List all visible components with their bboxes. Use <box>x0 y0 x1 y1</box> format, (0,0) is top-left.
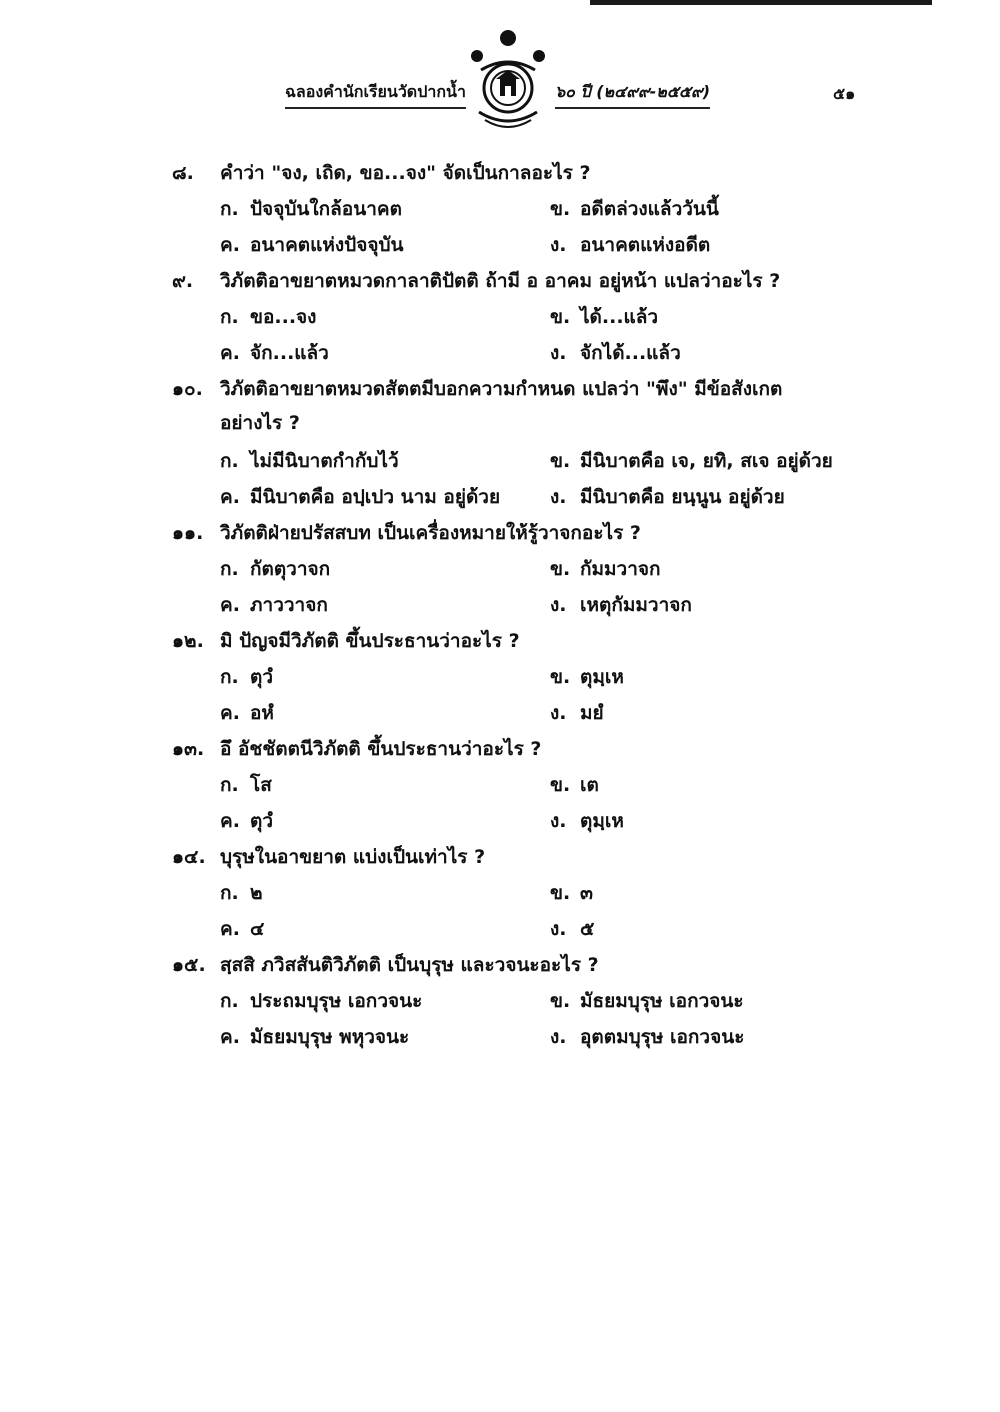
question-number: ๑๑. <box>172 522 204 544</box>
option-b: ข. มัธยมบุรุษ เอกวจนะ <box>550 990 744 1012</box>
option-b: ข. กัมมวาจก <box>550 558 661 580</box>
question-number: ๑๕. <box>172 954 206 976</box>
question-text: วิภัตติฝ่ายปรัสสบท เป็นเครื่องหมายให้รู้วาจกอะไร ? <box>220 522 641 544</box>
option-c: ค. อนาคตแห่งปัจจุบัน <box>220 234 404 256</box>
question-number: ๑๔. <box>172 846 206 868</box>
question-15 <box>172 950 599 980</box>
page-number: ๕๑ <box>833 84 856 103</box>
question-number: ๑๒. <box>172 630 204 652</box>
option-b: ข. เต <box>550 774 599 796</box>
question-11 <box>172 518 641 548</box>
header-left-title: ฉลองคำนักเรียนวัดปากน้ำ <box>285 80 466 109</box>
option-d: ง. เหตุกัมมวาจก <box>550 594 692 616</box>
question-number: ๑๓. <box>172 738 205 760</box>
question-12 <box>172 626 520 656</box>
option-c: ค. จัก...แล้ว <box>220 342 329 364</box>
question-10 <box>172 374 782 404</box>
question-continuation: อย่างไร ? <box>220 412 300 434</box>
option-d: ง. ๕ <box>550 918 595 940</box>
question-text: คำว่า "จง, เถิด, ขอ...จง" จัดเป็นกาลอะไร ? <box>220 162 591 184</box>
option-b: ข. อดีตล่วงแล้ววันนี้ <box>550 198 719 220</box>
option-c: ค. ตุวํ <box>220 810 274 832</box>
option-c: ค. ๔ <box>220 918 265 940</box>
page-header <box>285 30 860 130</box>
option-a: ก. ไม่มีนิบาตกำกับไว้ <box>220 450 399 472</box>
option-b: ข. ตุมฺเห <box>550 666 624 688</box>
question-text: บุรุษในอาขยาต แบ่งเป็นเท่าไร ? <box>220 846 486 868</box>
option-b: ข. มีนิบาตคือ เจ, ยทิ, สเจ อยู่ด้วย <box>550 450 833 472</box>
question-number: ๘. <box>172 162 194 184</box>
question-9 <box>172 266 780 296</box>
question-14 <box>172 842 485 872</box>
option-b: ข. ได้...แล้ว <box>550 306 659 328</box>
question-text: สฺสสิ ภวิสสันติวิภัตติ เป็นบุรุษ และวจนะอะไร ? <box>220 954 599 976</box>
question-text: วิภัตติอาขยาตหมวดสัตตมีบอกความกำหนด แปลว่า "พึง" มีข้อสังเกต <box>220 378 783 400</box>
emblem-icon <box>467 30 549 130</box>
option-a: ก. ตุวํ <box>220 666 274 688</box>
option-c: ค. มีนิบาตคือ อปฺเปว นาม อยู่ด้วย <box>220 486 501 508</box>
option-b: ข. ๓ <box>550 882 593 904</box>
question-number: ๙. <box>172 270 194 292</box>
question-text: อึ อัชชัตตนีวิภัตติ ขึ้นประธานว่าอะไร ? <box>220 738 542 760</box>
question-text: วิภัตติอาขยาตหมวดกาลาติปัตติ ถ้ามี อ อาคม อยู่หน้า แปลว่าอะไร ? <box>220 270 781 292</box>
option-c: ค. ภาววาจก <box>220 594 328 616</box>
option-d: ง. อนาคตแห่งอดีต <box>550 234 711 256</box>
option-d: ง. ตุมฺเห <box>550 810 624 832</box>
option-a: ก. ปัจจุบันใกล้อนาคต <box>220 198 402 220</box>
option-a: ก. ประถมบุรุษ เอกวจนะ <box>220 990 423 1012</box>
top-edge-bar <box>590 0 932 5</box>
question-13 <box>172 734 541 764</box>
option-c: ค. มัธยมบุรุษ พหุวจนะ <box>220 1026 410 1048</box>
header-right-title: ๖๐ ปี (๒๔๙๙-๒๕๕๙) <box>555 80 710 109</box>
question-8 <box>172 158 590 188</box>
option-d: ง. จักได้...แล้ว <box>550 342 681 364</box>
option-a: ก. ๒ <box>220 882 263 904</box>
option-a: ก. กัตตุวาจก <box>220 558 331 580</box>
option-d: ง. มยํ <box>550 702 604 724</box>
option-d: ง. อุตตมบุรุษ เอกวจนะ <box>550 1026 745 1048</box>
question-number: ๑๐. <box>172 378 203 400</box>
question-text: มิ ปัญจมีวิภัตติ ขึ้นประธานว่าอะไร ? <box>220 630 520 652</box>
option-a: ก. ขอ...จง <box>220 306 317 328</box>
option-d: ง. มีนิบาตคือ ยนฺนูน อยู่ด้วย <box>550 486 785 508</box>
option-a: ก. โส <box>220 774 272 796</box>
option-c: ค. อหํ <box>220 702 274 724</box>
